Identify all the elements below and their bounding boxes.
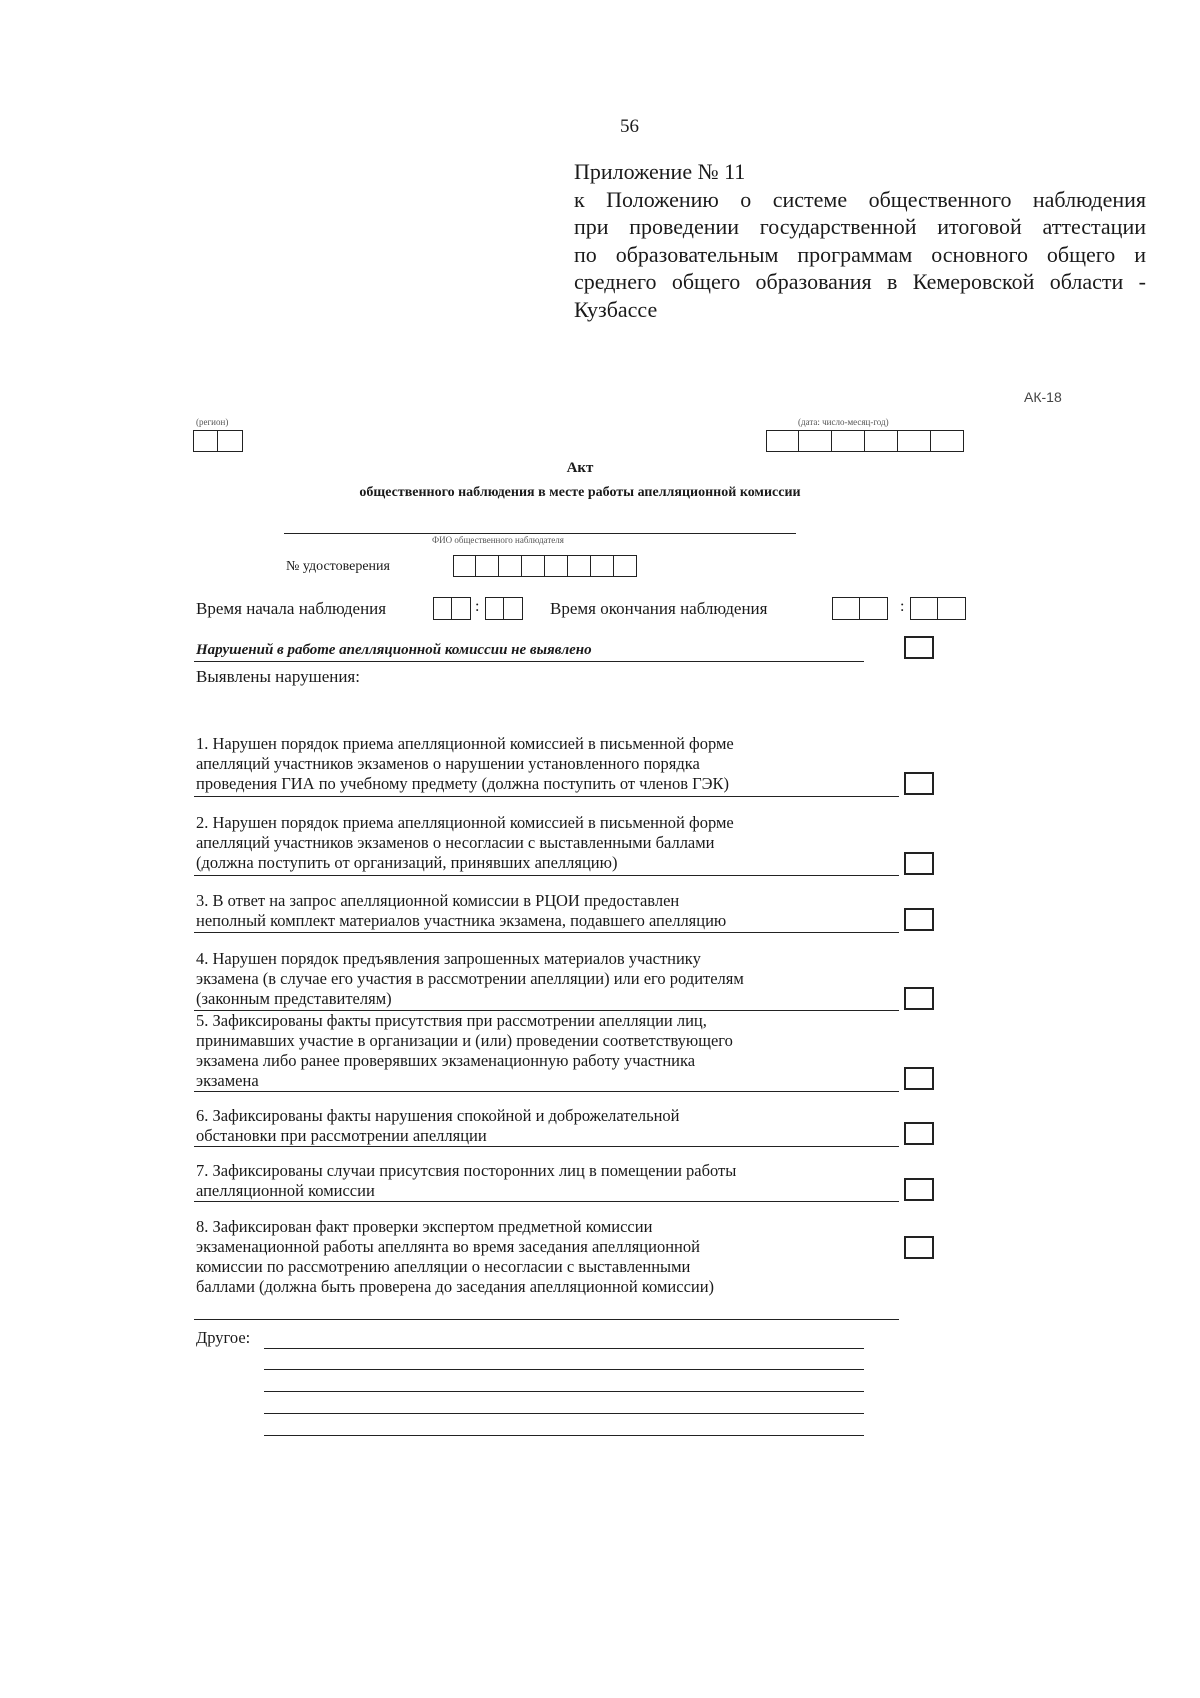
time-digit-box[interactable] bbox=[504, 597, 523, 620]
violation-checkbox-4[interactable] bbox=[904, 987, 934, 1010]
region-code-field[interactable] bbox=[193, 430, 243, 452]
violation-item-7: 7. Зафиксированы случаи присутсвия посторонних лиц в помещении работы апелляционной комиссии bbox=[196, 1161, 737, 1200]
violation-checkbox-1[interactable] bbox=[904, 772, 934, 795]
certificate-number-field[interactable] bbox=[453, 555, 637, 577]
violation-item-3: 3. В ответ на запрос апелляционной комиссии в РЦОИ предоставлен неполный комплект материалов участника экзамена, подавшего апелляцию bbox=[196, 891, 727, 930]
region-digit-box[interactable] bbox=[218, 430, 243, 452]
item-underline bbox=[194, 1146, 899, 1147]
certificate-digit-box[interactable] bbox=[545, 555, 568, 577]
no-violations-checkbox[interactable] bbox=[904, 636, 934, 659]
time-digit-box[interactable] bbox=[910, 597, 938, 620]
certificate-digit-box[interactable] bbox=[499, 555, 522, 577]
time-digit-box[interactable] bbox=[860, 597, 888, 620]
time-colon: : bbox=[900, 598, 905, 615]
time-end-label: Время окончания наблюдения bbox=[550, 599, 768, 618]
appendix-line: Приложение № 11 bbox=[574, 159, 746, 184]
no-violations-label: Нарушений в работе апелляционной комиссии не выявлено bbox=[196, 642, 592, 658]
date-digit-box[interactable] bbox=[832, 430, 865, 452]
certificate-digit-box[interactable] bbox=[568, 555, 591, 577]
certificate-digit-box[interactable] bbox=[591, 555, 614, 577]
certificate-digit-box[interactable] bbox=[476, 555, 499, 577]
violation-checkbox-2[interactable] bbox=[904, 852, 934, 875]
other-line[interactable] bbox=[264, 1348, 864, 1349]
certificate-digit-box[interactable] bbox=[453, 555, 476, 577]
form-code: АК-18 bbox=[1024, 389, 1062, 405]
appendix-header bbox=[574, 158, 1146, 323]
certificate-digit-box[interactable] bbox=[614, 555, 637, 577]
fio-caption: ФИО общественного наблюдателя bbox=[432, 535, 564, 545]
item-underline bbox=[194, 1091, 899, 1092]
end-hours-field[interactable] bbox=[832, 597, 888, 620]
other-line[interactable] bbox=[264, 1369, 864, 1370]
time-colon: : bbox=[475, 598, 480, 615]
date-digit-box[interactable] bbox=[799, 430, 832, 452]
appendix-line: при проведении государственной итоговой аттестации bbox=[574, 214, 1146, 239]
violation-item-4: 4. Нарушен порядок предъявления запрошенных материалов участнику экзамена (в случае его участия в рассмотрении апелляции) или его родителям (законным представителям) bbox=[196, 949, 744, 1008]
other-line[interactable] bbox=[264, 1413, 864, 1414]
region-digit-box[interactable] bbox=[193, 430, 218, 452]
date-digit-box[interactable] bbox=[898, 430, 931, 452]
violation-item-2: 2. Нарушен порядок приема апелляционной комиссией в письменной форме апелляций участников экзаменов о несогласии с выставленными баллами (должна поступить от организаций, принявших апелляцию) bbox=[196, 813, 734, 872]
violation-item-1: 1. Нарушен порядок приема апелляционной комиссией в письменной форме апелляций участников экзаменов о нарушении установленного порядка проведения ГИА по учебному предмету (должна поступить от членов ГЭК) bbox=[196, 734, 734, 793]
date-digit-box[interactable] bbox=[931, 430, 964, 452]
item-underline bbox=[194, 796, 899, 797]
item-underline bbox=[194, 1319, 899, 1320]
start-minutes-field[interactable] bbox=[485, 597, 523, 620]
time-digit-box[interactable] bbox=[832, 597, 860, 620]
item-underline bbox=[194, 1201, 899, 1202]
time-start-label: Время начала наблюдения bbox=[196, 599, 387, 618]
violations-found-label: Выявлены нарушения: bbox=[196, 667, 360, 686]
page-number: 56 bbox=[620, 116, 639, 137]
appendix-line: к Положению о системе общественного наблюдения bbox=[574, 186, 1146, 212]
appendix-line: по образовательным программам основного общего и bbox=[574, 241, 1146, 267]
item-underline bbox=[194, 875, 899, 876]
appendix-line: Кузбассе bbox=[574, 296, 658, 322]
item-underline bbox=[194, 932, 899, 933]
start-hours-field[interactable] bbox=[433, 597, 471, 620]
region-caption: (регион) bbox=[196, 417, 229, 427]
date-digit-box[interactable] bbox=[766, 430, 799, 452]
time-digit-box[interactable] bbox=[452, 597, 471, 620]
date-digit-box[interactable] bbox=[865, 430, 898, 452]
violation-item-5: 5. Зафиксированы факты присутствия при рассмотрении апелляции лиц, принимавших участие в организации и (или) проведении соответствующего экзамена либо ранее проверявших экзаменационную работу участника экзамена bbox=[196, 1011, 733, 1090]
date-field[interactable] bbox=[766, 430, 964, 452]
act-title: Акт bbox=[566, 460, 594, 476]
violation-checkbox-7[interactable] bbox=[904, 1178, 934, 1201]
act-subtitle: общественного наблюдения в месте работы апелляционной комиссии bbox=[359, 485, 801, 500]
certificate-label: № удостоверения bbox=[286, 559, 390, 574]
other-line[interactable] bbox=[264, 1435, 864, 1436]
violation-checkbox-8[interactable] bbox=[904, 1236, 934, 1259]
no-violations-underline bbox=[194, 661, 864, 662]
certificate-digit-box[interactable] bbox=[522, 555, 545, 577]
other-line[interactable] bbox=[264, 1391, 864, 1392]
violation-item-6: 6. Зафиксированы факты нарушения спокойной и доброжелательной обстановки при рассмотрении апелляции bbox=[196, 1106, 680, 1145]
end-minutes-field[interactable] bbox=[910, 597, 966, 620]
violation-checkbox-6[interactable] bbox=[904, 1122, 934, 1145]
violation-item-8: 8. Зафиксирован факт проверки экспертом предметной комиссии экзаменационной работы апеллянта во время заседания апелляционной комиссии по рассмотрению апелляции о несогласии с выставленными баллами (должна быть проверена до заседания апелляционной комиссии) bbox=[196, 1217, 715, 1296]
other-label: Другое: bbox=[196, 1328, 251, 1347]
time-digit-box[interactable] bbox=[433, 597, 452, 620]
fio-field[interactable] bbox=[284, 533, 796, 534]
violation-checkbox-3[interactable] bbox=[904, 908, 934, 931]
violation-checkbox-5[interactable] bbox=[904, 1067, 934, 1090]
time-digit-box[interactable] bbox=[938, 597, 966, 620]
time-digit-box[interactable] bbox=[485, 597, 504, 620]
appendix-line: среднего общего образования в Кемеровской области - bbox=[574, 269, 1146, 294]
date-caption: (дата: число-месяц-год) bbox=[798, 417, 889, 427]
